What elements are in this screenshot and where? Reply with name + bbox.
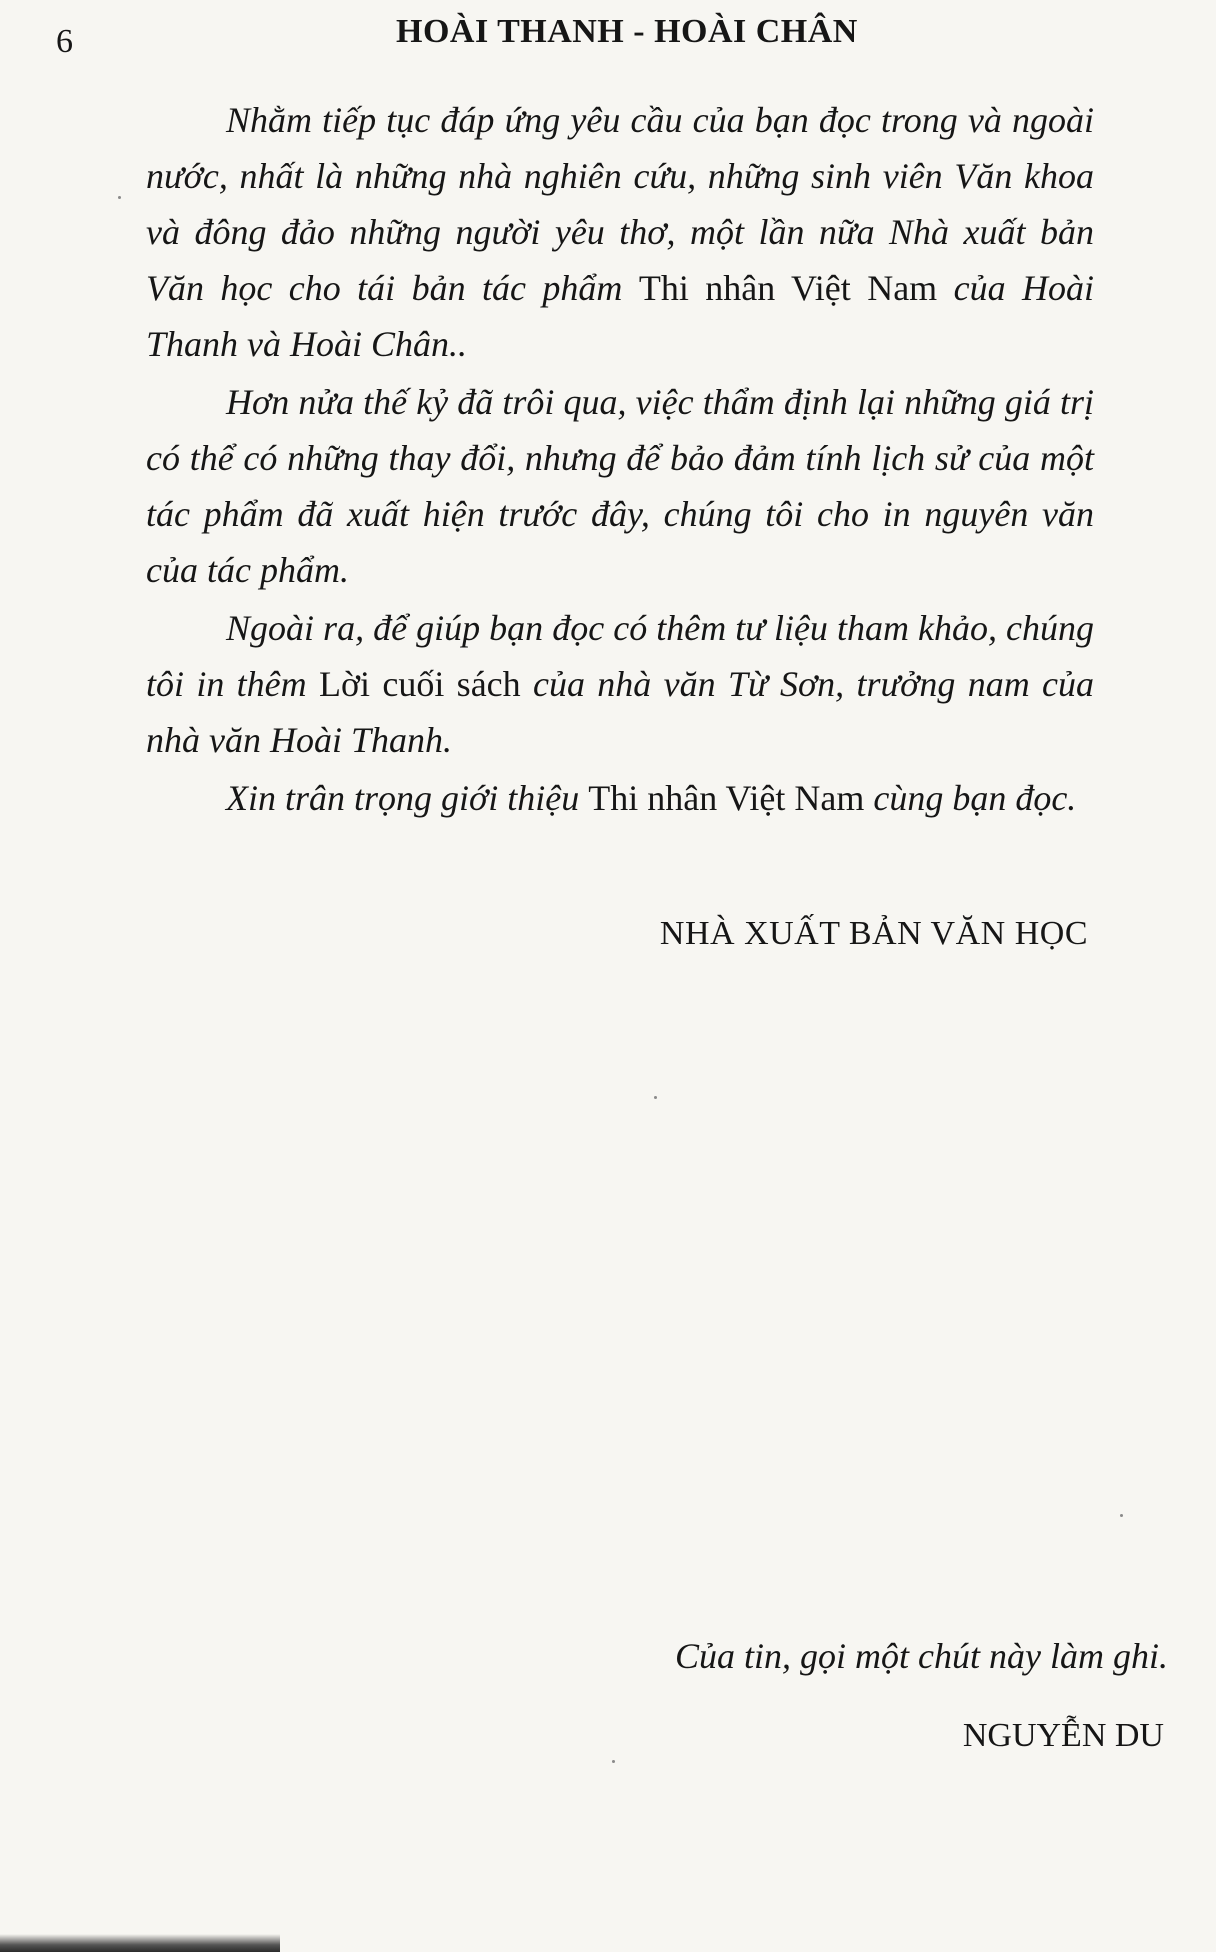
running-head: HOÀI THANH - HOÀI CHÂN	[396, 13, 858, 50]
publisher-signature: NHÀ XUẤT BẢN VĂN HỌC	[659, 915, 1088, 952]
text-segment: Hơn nửa thế kỷ đã trôi qua, việc thẩm định lại những giá trị có thể có những thay đổi, nhưng để bảo đảm tính lịch sử của một tác phẩm đã xuất hiện trước đây, chúng tôi cho in nguyên văn của tác phẩm.	[146, 382, 1094, 590]
paragraph	[146, 374, 1094, 598]
page-edge-shadow	[0, 1934, 280, 1952]
text-segment: Ngoài ra, để giúp bạn đọc có thêm tư liệu tham khảo, chúng tôi in thêm	[146, 608, 1094, 704]
epigraph-quote: Của tin, gọi một chút này làm ghi.	[675, 1636, 1168, 1676]
paper-speck	[612, 1760, 615, 1763]
text-segment: của nhà văn Từ Sơn, trưởng nam của nhà văn Hoài Thanh.	[146, 664, 1095, 760]
page-number: 6	[56, 23, 73, 60]
text-segment: cùng bạn đọc.	[864, 778, 1077, 818]
paragraph	[146, 600, 1094, 768]
text-segment: Nhằm tiếp tục đáp ứng yêu cầu của bạn đọc trong và ngoài nước, nhất là những nhà nghiên cứu, những sinh viên Văn khoa và đông đảo những người yêu thơ, một lần nữa Nhà xuất bản Văn học cho tái bản tác phẩm	[146, 100, 1094, 308]
text-segment: Xin trân trọng giới thiệu	[226, 778, 589, 818]
book-title: Thi nhân Việt Nam	[588, 778, 865, 818]
paragraph	[146, 770, 1094, 826]
epigraph-author: NGUYỄN DU	[962, 1717, 1164, 1754]
paper-speck	[118, 196, 121, 199]
book-title: Thi nhân Việt Nam	[638, 268, 938, 308]
paper-speck	[1120, 1514, 1123, 1517]
text-segment: của Hoài Thanh và Hoài Chân..	[146, 268, 1094, 364]
paragraph	[146, 92, 1094, 372]
body-text	[146, 92, 1094, 828]
section-title: Lời cuối sách	[319, 664, 521, 704]
paper-speck	[654, 1096, 657, 1099]
